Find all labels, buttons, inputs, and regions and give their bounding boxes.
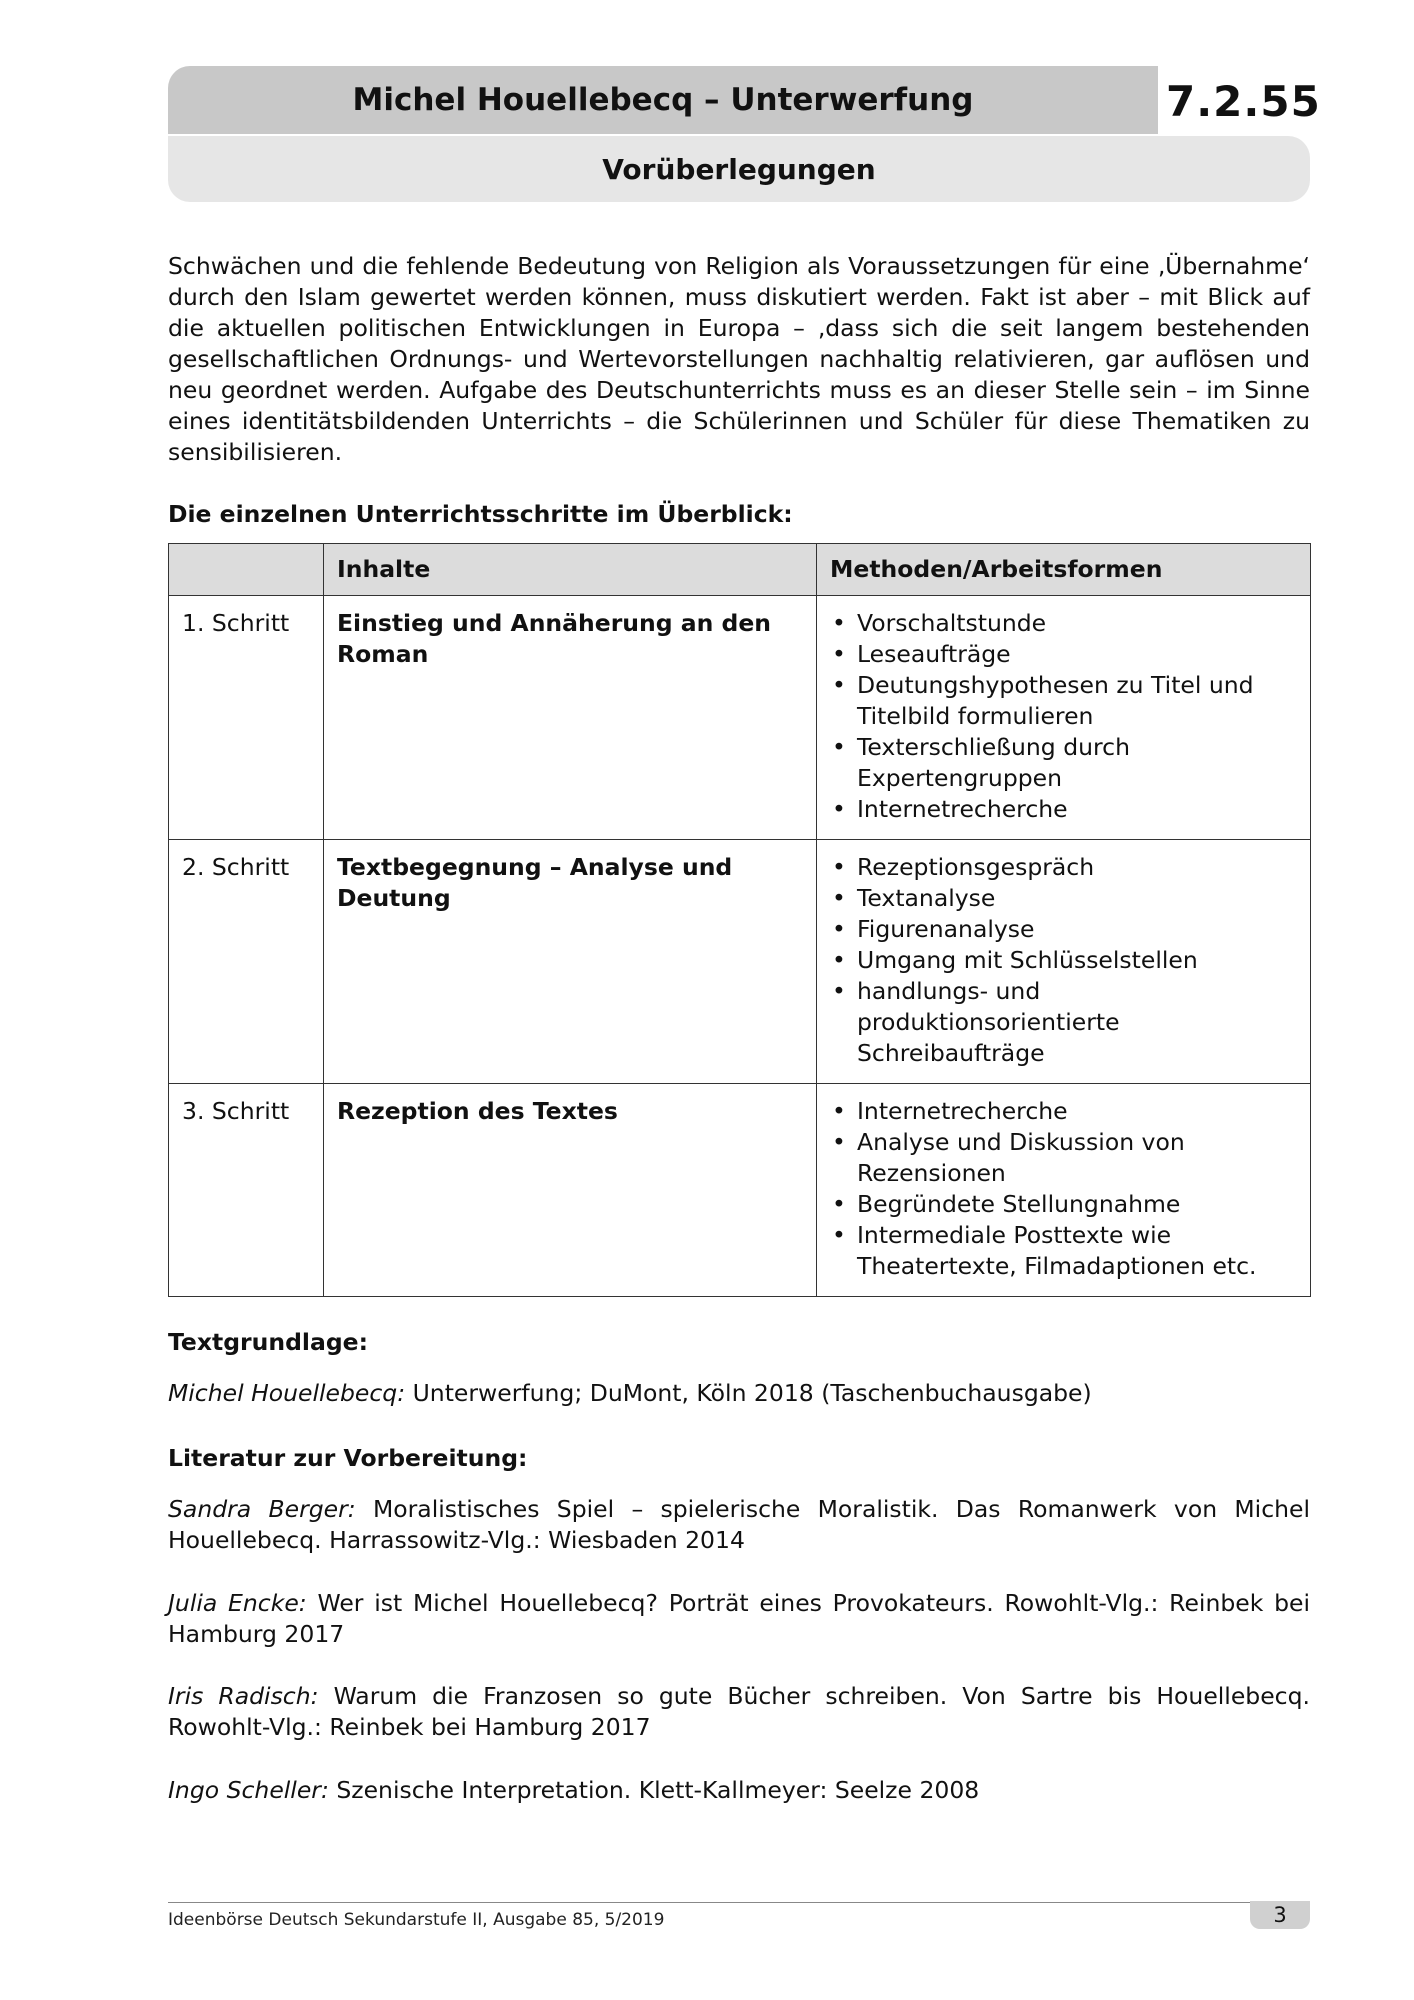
step-label: 2. Schritt (169, 840, 324, 1084)
reference-text: Szenische Interpretation. Klett-Kallmeyer: Seelze 2008 (328, 1776, 980, 1804)
literature-heading: Literatur zur Vorbereitung: (168, 1444, 528, 1472)
list-item: • Intermediale Posttexte wie Theatertexte, Filmadaptionen etc. (830, 1220, 1297, 1282)
chapter-code: 7.2.55 (1166, 76, 1321, 126)
list-item: • Begründete Stellungnahme (830, 1189, 1297, 1220)
methods-list (830, 608, 1297, 825)
reference-author: Michel Houellebecq: (168, 1379, 406, 1407)
list-item: • handlungs- und produktionsorientierte Schreibaufträge (830, 976, 1297, 1069)
page-number: 3 (1250, 1901, 1310, 1929)
methods-list (830, 852, 1297, 1069)
table-row (169, 840, 1311, 1084)
list-item: • Umgang mit Schlüsselstellen (830, 945, 1297, 976)
list-item: • Deutungshypothesen zu Titel und Titelbild formulieren (830, 670, 1297, 732)
reference-author: Ingo Scheller: (168, 1776, 329, 1804)
step-methods (817, 596, 1311, 840)
steps-table (168, 543, 1311, 1297)
textgrundlage-heading: Textgrundlage: (168, 1328, 369, 1356)
table-row (169, 596, 1311, 840)
reference-text: Warum die Franzosen so gute Bücher schreiben. Von Sartre bis Houellebecq. Rowohlt-Vlg.: Reinbek bei Hamburg 2017 (168, 1682, 1310, 1741)
step-methods (817, 1084, 1311, 1297)
reference-text: Wer ist Michel Houellebecq? Porträt eines Provokateurs. Rowohlt-Vlg.: Reinbek bei Hamburg 2017 (168, 1589, 1310, 1648)
step-methods (817, 840, 1311, 1084)
table-row (169, 1084, 1311, 1297)
list-item: • Texterschließung durch Expertengruppen (830, 732, 1297, 794)
list-item: • Rezeptionsgespräch (830, 852, 1297, 883)
list-item: • Figurenanalyse (830, 914, 1297, 945)
column-header-step (169, 544, 324, 596)
column-header-contents: Inhalte (324, 544, 817, 596)
reference-text: Moralistisches Spiel – spielerische Moralistik. Das Romanwerk von Michel Houellebecq. Harrassowitz-Vlg.: Wiesbaden 2014 (168, 1495, 1310, 1554)
reference-author: Sandra Berger: (168, 1495, 356, 1523)
list-item: • Textanalyse (830, 883, 1297, 914)
textgrundlage-reference (168, 1378, 1310, 1409)
list-item: • Internetrecherche (830, 794, 1297, 825)
footer-divider (168, 1902, 1310, 1903)
reference-author: Iris Radisch: (168, 1682, 319, 1710)
step-content: Textbegegnung – Analyse und Deutung (324, 840, 817, 1084)
literature-reference (168, 1494, 1310, 1556)
reference-author: Julia Encke: (168, 1589, 307, 1617)
literature-reference (168, 1775, 1310, 1806)
step-label: 3. Schritt (169, 1084, 324, 1297)
list-item: • Analyse und Diskussion von Rezensionen (830, 1127, 1297, 1189)
header-title: Michel Houellebecq – Unterwerfung (168, 66, 1158, 134)
step-content: Einstieg und Annäherung an den Roman (324, 596, 817, 840)
literature-reference (168, 1588, 1310, 1650)
table-header-row (169, 544, 1311, 596)
header-subtitle: Vorüberlegungen (168, 136, 1310, 202)
intro-paragraph: Schwächen und die fehlende Bedeutung von Religion als Voraussetzungen für eine ‚Übernahme‘ durch den Islam gewertet werden können, muss diskutiert werden. Fakt ist aber – mit Blick auf die aktuellen politischen Entwicklungen in Europa – ‚dass sich die seit langem bestehenden gesellschaftlichen Ordnungs- und Wertevorstellungen nachhaltig relativieren, gar auflösen und neu geordnet werden. Aufgabe des Deutschunterrichts muss es an dieser Stelle sein – im Sinne eines identitätsbildenden Unterrichts – die Schülerinnen und Schüler für diese Thematiken zu sensibilisieren. (168, 252, 1310, 466)
literature-reference (168, 1681, 1310, 1743)
reference-text: Unterwerfung; DuMont, Köln 2018 (Taschenbuchausgabe) (405, 1379, 1092, 1407)
overview-heading: Die einzelnen Unterrichtsschritte im Überblick: (168, 500, 793, 528)
step-content: Rezeption des Textes (324, 1084, 817, 1297)
list-item: • Leseaufträge (830, 639, 1297, 670)
list-item: • Vorschaltstunde (830, 608, 1297, 639)
column-header-methods: Methoden/Arbeitsformen (817, 544, 1311, 596)
footer-publication: Ideenbörse Deutsch Sekundarstufe II, Ausgabe 85, 5/2019 (168, 1910, 665, 1930)
list-item: • Internetrecherche (830, 1096, 1297, 1127)
step-label: 1. Schritt (169, 596, 324, 840)
methods-list (830, 1096, 1297, 1282)
